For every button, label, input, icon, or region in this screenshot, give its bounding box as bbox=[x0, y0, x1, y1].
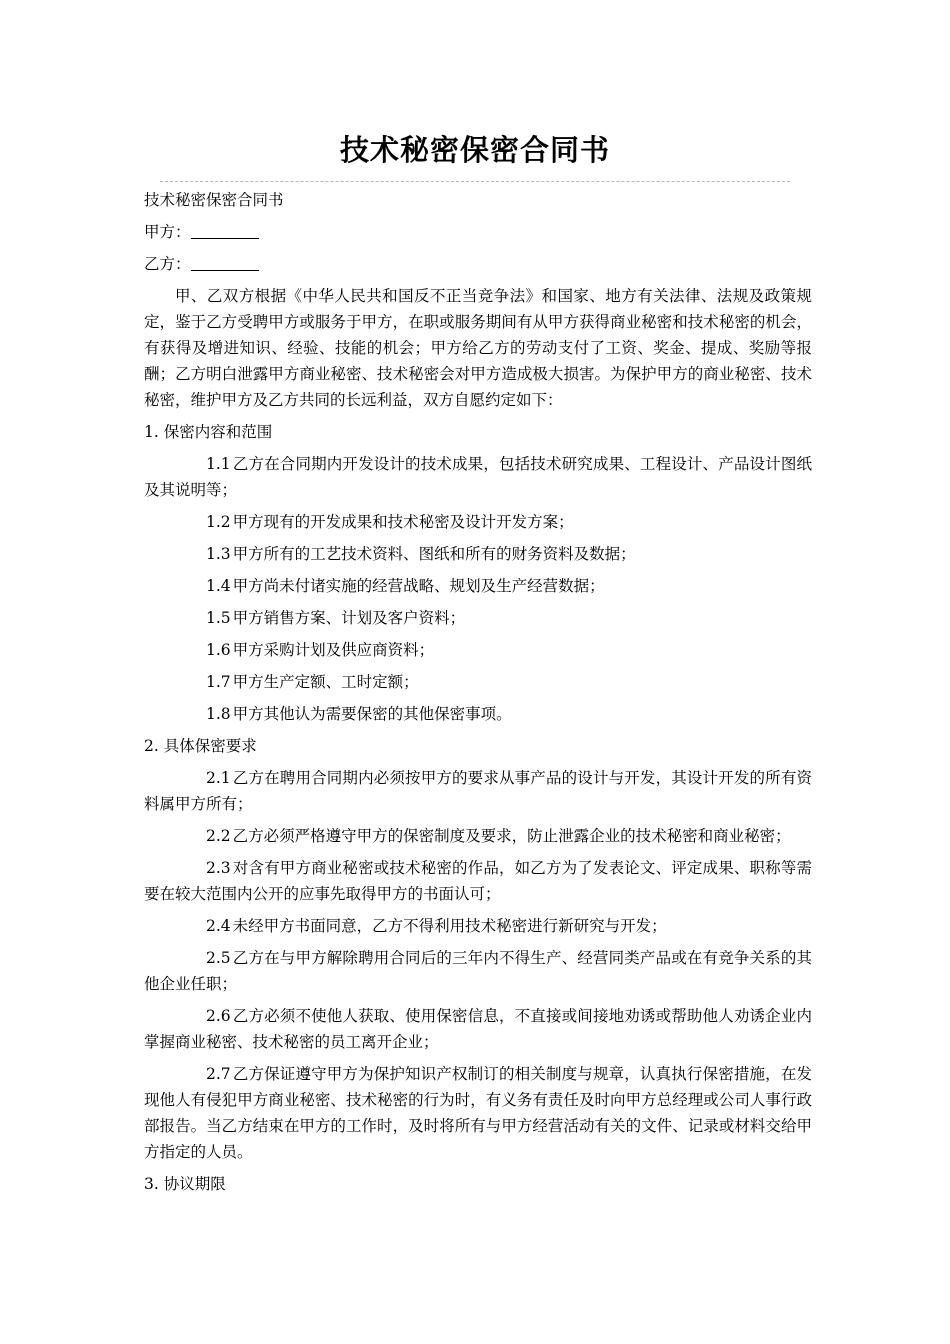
clause-text: 甲方销售方案、计划及客户资料； bbox=[232, 609, 466, 627]
clause-number: 2.4 bbox=[206, 917, 231, 935]
clause-number: 2.5 bbox=[206, 949, 231, 967]
clause-item bbox=[144, 913, 812, 939]
clause-text: 甲方生产定额、工时定额； bbox=[232, 673, 419, 691]
clause-text: 乙方在合同期内开发设计的技术成果，包括技术研究成果、工程设计、产品设计图纸及其说明等； bbox=[144, 455, 812, 499]
clause-number: 1.2 bbox=[206, 513, 231, 531]
clause-item bbox=[144, 765, 812, 817]
party-b-label: 乙方： bbox=[144, 255, 191, 273]
clause-text: 乙方在与甲方解除聘用合同后的三年内不得生产、经营同类产品或在有竞争关系的其他企业任职； bbox=[144, 949, 812, 993]
clause-number: 1.8 bbox=[206, 705, 231, 723]
section-heading: 2. 具体保密要求 bbox=[144, 737, 257, 755]
clause-item bbox=[144, 637, 812, 663]
clause-text: 对含有甲方商业秘密或技术秘密的作品，如乙方为了发表论文、评定成果、职称等需要在较大范围内公开的应事先取得甲方的书面认可； bbox=[144, 859, 812, 903]
clause-item bbox=[144, 573, 812, 599]
clause-item bbox=[144, 541, 812, 567]
document-title: 技术秘密保密合同书 bbox=[339, 133, 610, 167]
clause-item bbox=[144, 605, 812, 631]
clause-number: 2.1 bbox=[206, 769, 231, 787]
document-body bbox=[144, 187, 812, 1203]
clause-number: 1.5 bbox=[206, 609, 231, 627]
clause-item bbox=[144, 1003, 812, 1055]
clause-number: 1.1 bbox=[206, 455, 231, 473]
clause-item bbox=[144, 823, 812, 849]
section-heading: 3. 协议期限 bbox=[144, 1175, 226, 1193]
party-a-label: 甲方： bbox=[144, 223, 191, 241]
document-subtitle: 技术秘密保密合同书 bbox=[144, 191, 284, 209]
clause-number: 1.6 bbox=[206, 641, 231, 659]
party-a-blank bbox=[191, 224, 259, 239]
title-divider bbox=[160, 181, 790, 182]
clause-text: 乙方保证遵守甲方为保护知识产权制订的相关制度与规章，认真执行保密措施，在发现他人有侵犯甲方商业秘密、技术秘密的行为时，有义务有责任及时向甲方总经理或公司人事行政部报告。当乙方结束在甲方的工作时，及时将所有与甲方经营活动有关的文件、记录或材料交给甲方指定的人员。 bbox=[144, 1065, 812, 1161]
clause-number: 2.3 bbox=[206, 859, 231, 877]
clause-number: 2.7 bbox=[206, 1065, 231, 1083]
clause-text: 甲方尚未付诸实施的经营战略、规划及生产经营数据； bbox=[232, 577, 605, 595]
clause-item bbox=[144, 509, 812, 535]
clause-item bbox=[144, 701, 812, 727]
clause-text: 未经甲方书面同意，乙方不得利用技术秘密进行新研究与开发； bbox=[232, 917, 667, 935]
party-b-blank bbox=[191, 256, 259, 271]
clause-item bbox=[144, 1061, 812, 1165]
clause-text: 甲方其他认为需要保密的其他保密事项。 bbox=[232, 705, 512, 723]
clause-text: 甲方采购计划及供应商资料； bbox=[232, 641, 435, 659]
clause-text: 甲方现有的开发成果和技术秘密及设计开发方案； bbox=[232, 513, 574, 531]
preamble-paragraph: 甲、乙双方根据《中华人民共和国反不正当竞争法》和国家、地方有关法律、法规及政策规定，鉴于乙方受聘甲方或服务于甲方，在职或服务期间有从甲方获得商业秘密和技术秘密的机会，有获得及增进知识、经验、技能的机会；甲方给乙方的劳动支付了工资、奖金、提成、奖励等报酬；乙方明白泄露甲方商业秘密、技术秘密会对甲方造成极大损害。为保护甲方的商业秘密、技术秘密，维护甲方及乙方共同的长远利益，双方自愿约定如下： bbox=[144, 287, 812, 409]
clause-number: 1.4 bbox=[206, 577, 231, 595]
clause-number: 2.2 bbox=[206, 827, 231, 845]
clause-item bbox=[144, 855, 812, 907]
clause-number: 1.7 bbox=[206, 673, 231, 691]
clause-item bbox=[144, 451, 812, 503]
clause-text: 乙方在聘用合同期内必须按甲方的要求从事产品的设计与开发，其设计开发的所有资料属甲方所有； bbox=[144, 769, 812, 813]
clause-item bbox=[144, 669, 812, 695]
clause-text: 乙方必须严格遵守甲方的保密制度及要求，防止泄露企业的技术秘密和商业秘密； bbox=[232, 827, 791, 845]
party-b-line bbox=[144, 251, 812, 277]
clause-text: 乙方必须不使他人获取、使用保密信息，不直接或间接地劝诱或帮助他人劝诱企业内掌握商业秘密、技术秘密的员工离开企业； bbox=[144, 1007, 812, 1051]
clause-number: 1.3 bbox=[206, 545, 231, 563]
clause-item bbox=[144, 945, 812, 997]
party-a-line bbox=[144, 219, 812, 245]
clause-text: 甲方所有的工艺技术资料、图纸和所有的财务资料及数据； bbox=[232, 545, 636, 563]
section-heading: 1. 保密内容和范围 bbox=[144, 423, 273, 441]
clause-number: 2.6 bbox=[206, 1007, 231, 1025]
